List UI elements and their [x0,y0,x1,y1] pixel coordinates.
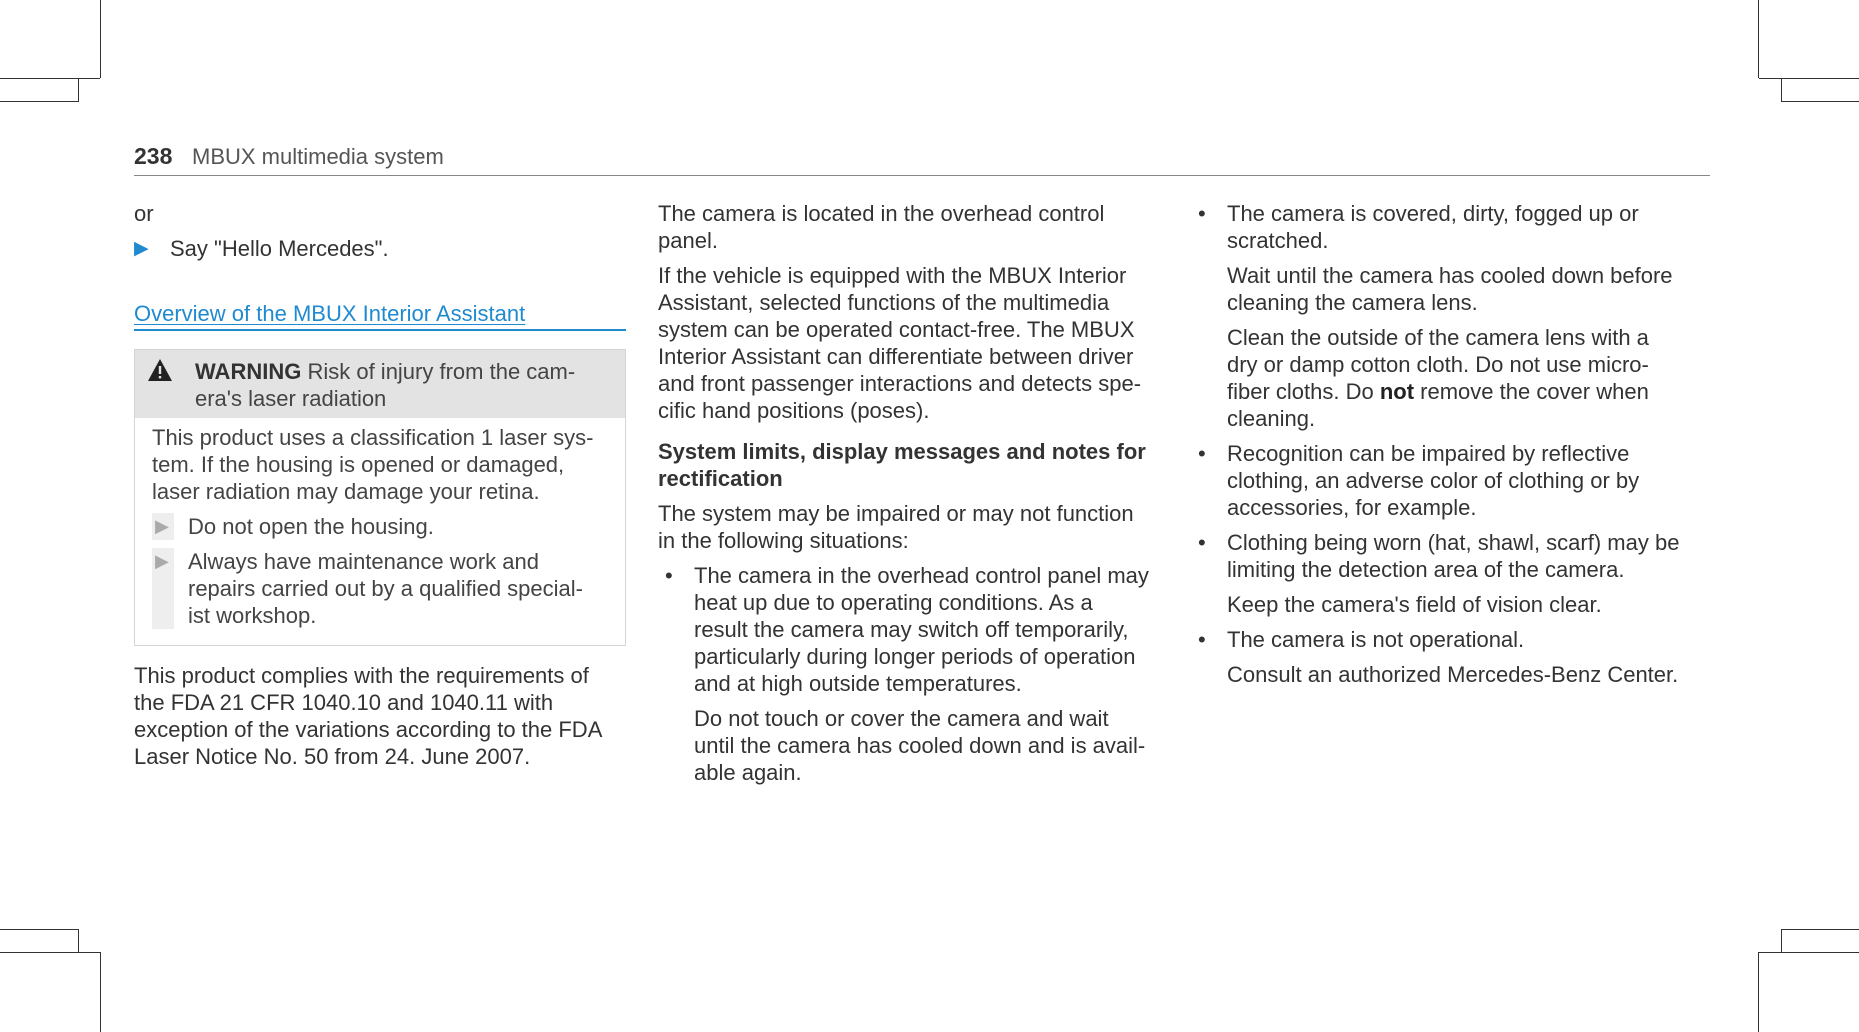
text-line: the FDA 21 CFR 1040.10 and 1040.11 with [134,690,554,715]
text-line: accessories, for example. [1227,495,1477,520]
text-line: Clothing being worn (hat, shawl, scarf) may be [1227,530,1680,555]
section-heading[interactable]: Overview of the MBUX Interior Assistant [134,300,626,331]
or-text: or [134,201,154,226]
crop-mark [1759,78,1859,79]
warning-text-line: tem. If the housing is opened or damaged, [152,452,565,477]
bullet-item [1191,440,1691,521]
warning-text-line: laser radiation may damage your retina. [152,479,540,504]
camera-location-paragraph [658,200,1152,254]
situations-intro [658,500,1152,554]
bullet-item [1191,529,1691,583]
crop-mark [0,101,78,102]
bullet-dot-icon: • [665,563,673,588]
bullet-note [1191,324,1691,432]
crop-mark [100,952,101,1032]
bullet-dot-icon: • [1198,530,1206,555]
warning-header [135,350,625,418]
text-line: Clean the outside of the camera lens with a [1227,325,1649,350]
text-line: The camera in the overhead control panel may [694,563,1149,588]
text-fragment: remove the cover when [1414,379,1649,404]
emphasis-not: not [1379,379,1415,404]
bullet-note [1191,262,1691,316]
crop-mark [1759,952,1859,953]
crop-mark [1758,952,1759,1032]
text-line: and front passenger interactions and detects spe- [658,371,1142,396]
warning-step-text: Do not open the housing. [188,514,434,539]
text-line: able again. [694,760,802,785]
crop-mark [100,0,101,78]
step-say-hello [134,235,626,262]
crop-mark [1781,929,1782,953]
crop-mark [1781,929,1859,930]
bullet-dot-icon: • [1198,201,1206,226]
page-number: 238 [134,143,173,169]
bullet-note [658,705,1152,786]
text-line: The camera is covered, dirty, fogged up or [1227,201,1639,226]
step-arrow-icon: ▶ [134,238,149,259]
bullet-item [658,562,1152,697]
text-line: Assistant, selected functions of the multimedia [658,290,1110,315]
warning-title-line: Risk of injury from the cam- [307,359,576,384]
text-line: limiting the detection area of the camera. [1227,557,1625,582]
assistant-paragraph [658,262,1152,424]
text-line: Do not touch or cover the camera and wait [694,706,1109,731]
text-line: system can be operated contact-free. The MBUX [658,317,1135,342]
text-line: The camera is not operational. [1227,627,1525,652]
bullet-item [1191,626,1691,653]
warning-box [134,349,626,646]
text-line: cleaning. [1227,406,1316,431]
crop-mark [0,952,100,953]
step-arrow-icon: ▶ [155,516,169,536]
subheading-line: rectification [658,466,783,491]
warning-word: WARNING [195,359,302,384]
text-line: This product complies with the requirements of [134,663,589,688]
bullet-item [1191,200,1691,254]
crop-mark [1758,0,1759,78]
text-line: cleaning the camera lens. [1227,290,1478,315]
text-line: until the camera has cooled down and is avail- [694,733,1146,758]
crop-mark [0,929,78,930]
text-line: The system may be impaired or may not function [658,501,1134,526]
text-line: clothing, an adverse color of clothing or by [1227,468,1640,493]
text-line: Interior Assistant can differentiate between driver [658,344,1134,369]
subheading-line: System limits, display messages and notes for [658,439,1146,464]
step-arrow-icon: ▶ [155,551,169,571]
warning-steps [152,513,611,629]
text-line [1227,378,1691,405]
warning-step [152,548,611,629]
column-middle [658,200,1152,786]
bullet-note [1191,591,1691,618]
text-line: scratched. [1227,228,1329,253]
bullet-dot-icon: • [1198,627,1206,652]
text-line: Consult an authorized Mercedes-Benz Center. [1227,662,1679,687]
text-line: If the vehicle is equipped with the MBUX Interior [658,263,1127,288]
text-line: Wait until the camera has cooled down before [1227,263,1673,288]
bullet-dot-icon: • [1198,441,1206,466]
chapter-title: MBUX multimedia system [192,144,444,169]
text-fragment: fiber cloths. Do [1227,379,1380,404]
crop-mark [1781,78,1782,102]
text-line: in the following situations: [658,528,909,553]
warning-title-line: era's laser radiation [195,386,387,411]
warning-step-text: repairs carried out by a qualified special- [188,576,583,601]
text-line: The camera is located in the overhead control [658,201,1105,226]
text-line: panel. [658,228,718,253]
column-left [134,200,626,770]
text-line: Recognition can be impaired by reflective [1227,441,1630,466]
warning-body [135,418,625,645]
text-line: dry or damp cotton cloth. Do not use micro- [1227,352,1649,377]
warning-step-text: Always have maintenance work and [188,549,539,574]
text-line: Keep the camera's field of vision clear. [1227,592,1602,617]
text-line: Laser Notice No. 50 from 24. June 2007. [134,744,531,769]
column-right [1191,200,1691,688]
text-line: cific hand positions (poses). [658,398,930,423]
compliance-paragraph [134,662,626,770]
crop-mark [1781,101,1859,102]
subheading-system-limits [658,438,1152,492]
text-line: heat up due to operating conditions. As a [694,590,1093,615]
crop-mark [0,78,100,79]
step-text: Say "Hello Mercedes". [170,236,389,261]
page-header [134,143,1710,176]
warning-text-line: This product uses a classification 1 laser sys- [152,425,594,450]
text-line: result the camera may switch off temporarily, [694,617,1129,642]
text-line: exception of the variations according to the FDA [134,717,603,742]
crop-mark [78,929,79,953]
bullet-note [1191,661,1691,688]
crop-mark [78,78,79,102]
warning-step-text: ist workshop. [188,603,317,628]
text-line: particularly during longer periods of operation [694,644,1136,669]
text-line: and at high outside temperatures. [694,671,1022,696]
warning-step [152,513,611,540]
warning-triangle-icon [147,358,173,388]
